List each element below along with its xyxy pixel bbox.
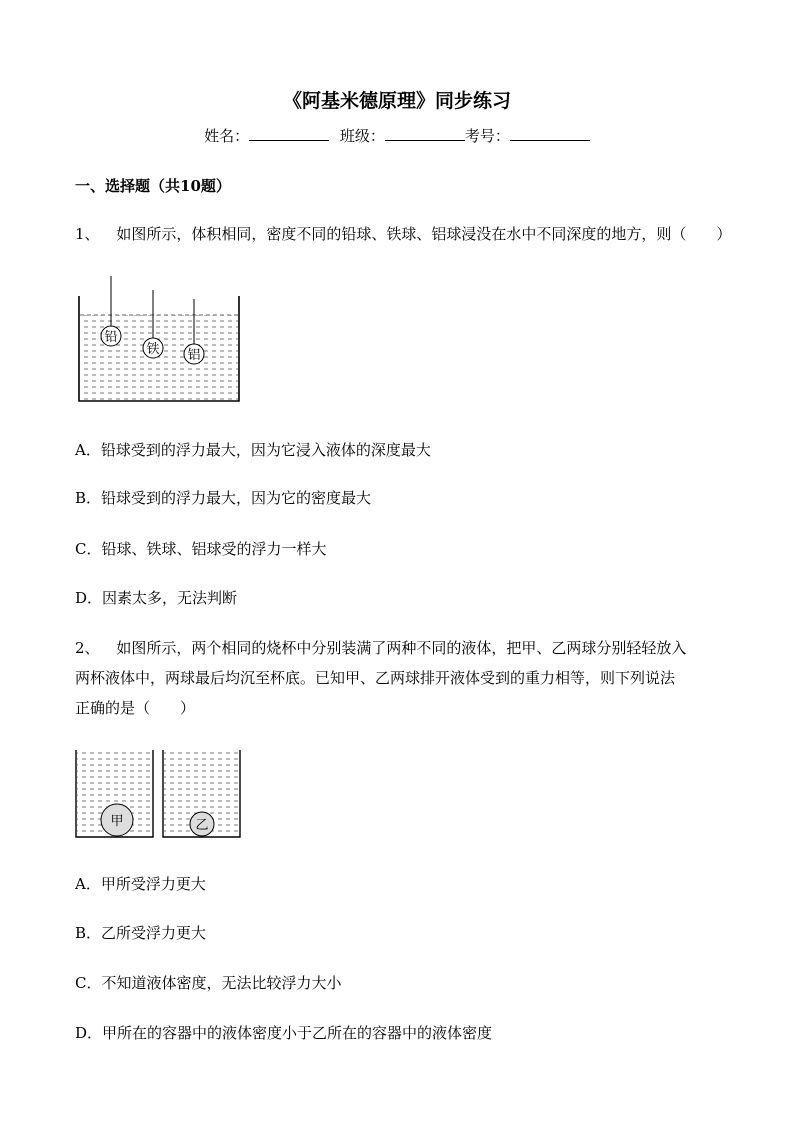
option-text: 不知道液体密度，无法比较浮力大小 bbox=[101, 974, 342, 992]
ball-jia bbox=[101, 804, 133, 836]
aluminum-ball-label: 铝 bbox=[187, 348, 201, 363]
question-2-figure bbox=[74, 750, 244, 840]
class-label: 班级： bbox=[339, 127, 385, 145]
option-letter: C． bbox=[75, 974, 102, 992]
question-line: 如图所示，两个相同的烧杯中分别装满了两种不同的液体，把甲、乙两球分别轻轻放入 bbox=[116, 639, 687, 657]
name-blank[interactable] bbox=[249, 126, 329, 141]
question-2-line-1 bbox=[75, 637, 686, 658]
ball-jia-label: 甲 bbox=[110, 814, 124, 829]
option-text: 甲所在的容器中的液体密度小于乙所在的容器中的液体密度 bbox=[102, 1024, 493, 1042]
question-line: 如图所示，体积相同，密度不同的铅球、铁球、铝球浸没在水中不同深度的地方，则（ ） bbox=[116, 225, 732, 243]
lead-ball-label: 铅 bbox=[104, 330, 118, 345]
option-a[interactable] bbox=[75, 873, 206, 894]
option-letter: B． bbox=[75, 489, 102, 507]
aluminum-ball bbox=[184, 344, 204, 364]
option-text: 甲所受浮力更大 bbox=[100, 875, 206, 893]
option-c[interactable] bbox=[75, 538, 327, 559]
question-1-text bbox=[75, 223, 731, 244]
option-text: 乙所受浮力更大 bbox=[101, 924, 207, 942]
option-a[interactable] bbox=[75, 439, 431, 460]
section-heading: 一、选择题（共10题） bbox=[75, 177, 231, 195]
option-letter: D． bbox=[75, 589, 103, 607]
option-text: 因素太多，无法判断 bbox=[102, 589, 238, 607]
option-b[interactable] bbox=[75, 487, 371, 508]
lead-ball bbox=[101, 326, 121, 346]
option-text: 铅球受到的浮力最大，因为它的密度最大 bbox=[101, 489, 372, 507]
class-blank[interactable] bbox=[385, 126, 465, 141]
question-number: 2、 bbox=[75, 639, 100, 657]
question-1-figure bbox=[76, 276, 242, 404]
name-label: 姓名： bbox=[204, 127, 250, 145]
option-letter: B． bbox=[75, 924, 102, 942]
water-body bbox=[80, 315, 238, 400]
ball-yi bbox=[190, 812, 214, 836]
option-text: 铅球受到的浮力最大，因为它浸入液体的深度最大 bbox=[100, 441, 431, 459]
option-letter: A． bbox=[75, 875, 101, 893]
question-2-line-3: 正确的是（ ） bbox=[75, 699, 196, 717]
option-c[interactable] bbox=[75, 972, 342, 993]
page-title: 《阿基米德原理》同步练习 bbox=[282, 90, 511, 112]
option-letter: C． bbox=[75, 540, 102, 558]
option-b[interactable] bbox=[75, 922, 206, 943]
option-text: 铅球、铁球、铝球受的浮力一样大 bbox=[101, 540, 327, 558]
question-number: 1、 bbox=[75, 225, 100, 243]
iron-ball bbox=[143, 338, 163, 358]
exam-label: 考号： bbox=[464, 127, 510, 145]
option-d[interactable] bbox=[75, 1022, 492, 1043]
option-d[interactable] bbox=[75, 587, 237, 608]
question-2-line-2: 两杯液体中，两球最后均沉至杯底。已知甲、乙两球排开液体受到的重力相等，则下列说法 bbox=[75, 669, 676, 687]
ball-yi-label: 乙 bbox=[195, 818, 209, 833]
iron-ball-label: 铁 bbox=[146, 342, 160, 357]
exam-number-blank[interactable] bbox=[510, 126, 590, 141]
option-letter: D． bbox=[75, 1024, 103, 1042]
student-info-line bbox=[0, 125, 794, 146]
option-letter: A． bbox=[75, 441, 101, 459]
